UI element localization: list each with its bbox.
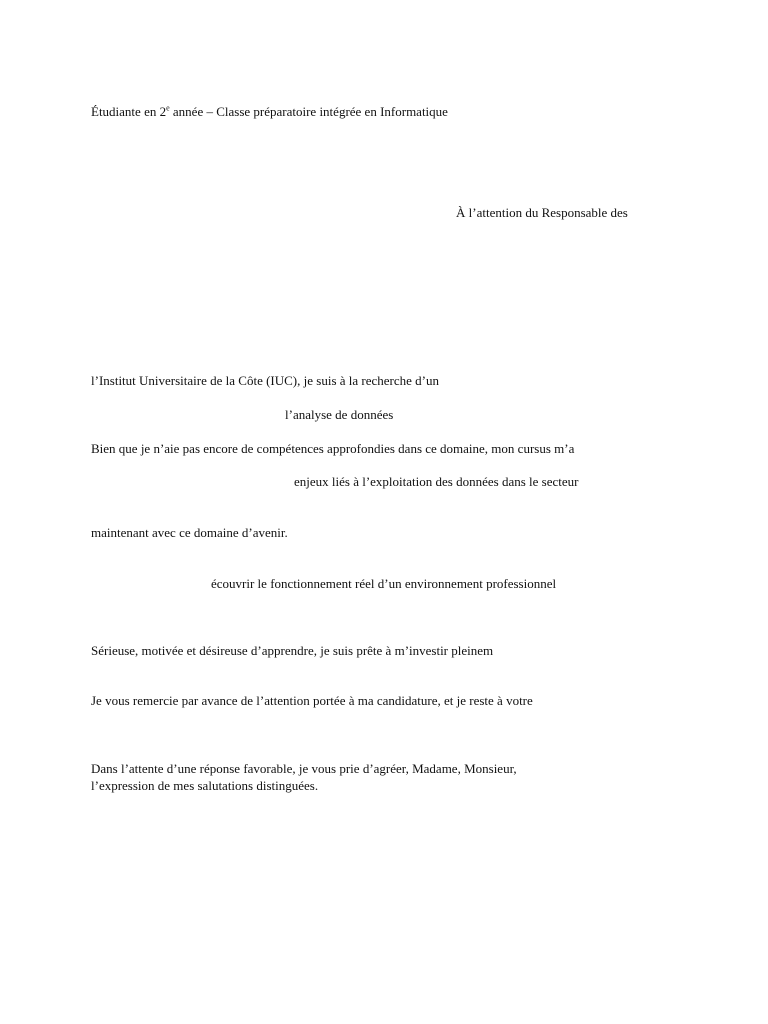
student-status-rest: année – Classe préparatoire intégrée en Informatique bbox=[169, 104, 448, 119]
discover-line: écouvrir le fonctionnement réel d’un environnement professionnel bbox=[211, 576, 557, 591]
thanks-line: Je vous remercie par avance de l’attention portée à ma candidature, et je reste à votre bbox=[91, 693, 533, 708]
motivation-line: Sérieuse, motivée et désireuse d’apprendre, je suis prête à m’investir pleinem bbox=[91, 643, 494, 658]
stakes-line: enjeux liés à l’exploitation des données dans le secteur bbox=[294, 474, 579, 489]
student-status-line bbox=[91, 103, 448, 120]
closing-line-1: Dans l’attente d’une réponse favorable, je vous prie d’agréer, Madame, Monsieur, bbox=[91, 761, 517, 776]
future-line: maintenant avec ce domaine d’avenir. bbox=[91, 525, 288, 540]
recipient-line: À l’attention du Responsable des bbox=[456, 205, 628, 220]
ordinal-superscript: e bbox=[166, 103, 170, 113]
skills-line: Bien que je n’aie pas encore de compétences approfondies dans ce domaine, mon cursus m’a bbox=[91, 441, 575, 456]
closing-line-2: l’expression de mes salutations distinguées. bbox=[91, 778, 319, 793]
analysis-fragment: l’analyse de données bbox=[285, 407, 394, 422]
intro-line: l’Institut Universitaire de la Côte (IUC), je suis à la recherche d’un bbox=[91, 373, 439, 388]
student-status-prefix: Étudiante en 2 bbox=[91, 104, 167, 119]
